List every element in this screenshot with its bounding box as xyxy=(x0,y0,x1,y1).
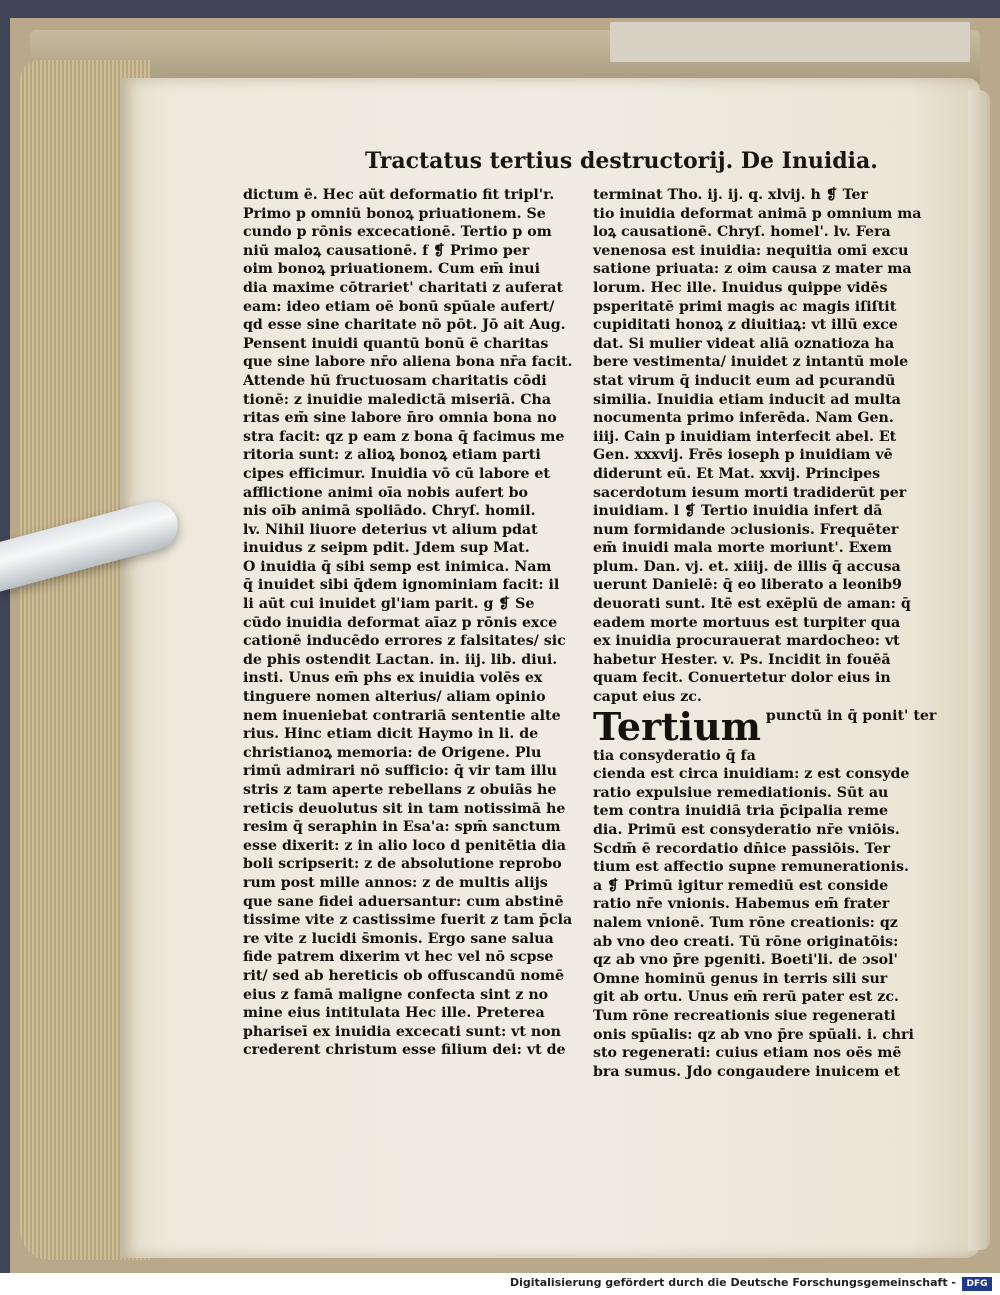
text-line: insti. Unus em̄ phs ex inuidia volēs ex xyxy=(243,670,543,687)
text-line: li aūt cui inuidet gl'iam parit. g ❡ Se xyxy=(243,596,535,613)
text-line: a ❡ Primū igitur remediū est conside xyxy=(593,877,889,894)
text-line: onis spūalis: qz ab vno p̄re spūali. i. chri xyxy=(593,1026,914,1043)
text-line: sto regenerati: cuius etiam nos oēs mē xyxy=(593,1045,902,1062)
text-line: em̄ inuidi mala morte moriunt'. Exem xyxy=(593,540,892,557)
text-line: cienda est circa inuidiam: z est consyde xyxy=(593,766,910,783)
section-heading-tertium xyxy=(593,703,937,749)
running-header xyxy=(365,148,878,182)
text-line: qd esse sine charitate nō pōt. Jō ait Aug. xyxy=(243,317,566,334)
text-line: bere vestimenta/ inuidet z intantū mole xyxy=(593,354,909,371)
text-line: cipes efficimur. Inuidia vō cū labore et xyxy=(243,465,550,482)
text-line: psperitatē primi magis ac magis iſiſtit xyxy=(593,298,897,315)
text-line: Attende hū fructuosam charitatis cōdi xyxy=(243,372,547,389)
text-line: tem contra inuidiā tria p̄cipalia reme xyxy=(593,803,889,820)
text-line: cupiditati honoꝝ z diuitiaꝝ: vt illū exce xyxy=(593,317,898,334)
text-line: de phis ostendit Lactan. in. iij. lib. diui. xyxy=(243,651,558,668)
text-line: ratio expulsiue remediationis. Sūt au xyxy=(593,784,889,801)
left-text-column xyxy=(243,186,573,1060)
text-line: similia. Inuidia etiam inducit ad multa xyxy=(593,391,901,408)
text-line: rit/ sed ab hereticis ob offuscandū nomē xyxy=(243,967,565,984)
text-line: cūdo inuidia deformat aīaz p rōnis exce xyxy=(243,614,558,631)
text-line: rius. Hinc etiam dicit Haymo in li. de xyxy=(243,726,539,743)
text-line: q̄ inuidet sibi q̄dem ignominiam facit: il xyxy=(243,577,560,594)
page-right-edge xyxy=(968,90,990,1250)
text-line: re vite z lucidi s̄monis. Ergo sane salua xyxy=(243,930,554,947)
text-line: ex inuidia procurauerat mardocheo: vt xyxy=(593,633,900,650)
text-line: Primo p omniū bonoꝝ priuationem. Se xyxy=(243,205,546,222)
text-line: lorum. Hec ille. Inuidus quippe vidēs xyxy=(593,279,888,296)
text-line: esse dixerit: z in alio loco d penitētia dia xyxy=(243,837,566,854)
text-line: eius z famā maligne confecta sint z no xyxy=(243,986,549,1003)
text-line: boli scripserit: z de absolutione reprobo xyxy=(243,856,562,873)
text-line: stra facit: qz p eam z bona q̄ facimus me xyxy=(243,428,565,445)
text-line: christianoꝝ memoria: de Origene. Plu xyxy=(243,744,542,761)
paper-slip xyxy=(610,22,970,62)
text-line: habetur Hester. v. Ps. Incidit in fouēā xyxy=(593,651,891,668)
text-line: crederent christum esse filium dei: vt de xyxy=(243,1042,566,1059)
text-line: que sine labore nr̄o aliena bona nr̄a facit. xyxy=(243,354,573,371)
text-line: venenosa est inuidia: nequitia omī excu xyxy=(593,242,909,259)
text-line: que sane fidei aduersantur: cum abstinē xyxy=(243,893,564,910)
text-line: dia maxime cōtrariet' charitati z auferat xyxy=(243,279,564,296)
text-line: eadem morte mortuus est turpiter qua xyxy=(593,614,901,631)
text-line: qz ab vno p̄re pgeniti. Boeti'li. de ɔsol' xyxy=(593,952,898,969)
running-header-title: Tractatus tertius destructorij. De Inuidia. xyxy=(365,148,878,174)
text-line: nalem vnionē. Tum rōne creationis: qz xyxy=(593,914,898,931)
text-line: sacerdotum iesum morti tradiderūt per xyxy=(593,484,907,501)
text-line: tio inuidia deformat animā p omnium ma xyxy=(593,205,922,222)
text-line: Tum rōne recreationis siue regenerati xyxy=(593,1007,896,1024)
text-line: phariseī ex inuidia excecati sunt: vt non xyxy=(243,1023,561,1040)
text-line: eam: ideo etiam oē bonū spūale aufert/ xyxy=(243,298,555,315)
text-line: rum post mille annos: z de multis alijs xyxy=(243,874,548,891)
text-line: iiij. Cain p inuidiam interfecit abel. Et xyxy=(593,428,897,445)
text-line: ritoria sunt: z alioꝝ bonoꝝ etiam parti xyxy=(243,447,541,464)
text-line: tium est affectio supne remunerationis. xyxy=(593,859,909,876)
funding-notice: Digitalisierung gefördert durch die Deutsche Forschungsgemeinschaft - xyxy=(509,1276,956,1289)
text-line: inuidus z seipm pdit. Jdem sup Mat. xyxy=(243,540,530,557)
text-line: tissime vite z castissime fuerit z tam p̄cla xyxy=(243,912,573,929)
text-line: tionē: z inuidie maledictā miseriā. Cha xyxy=(243,391,552,408)
text-line: diderunt eū. Et Mat. xxvij. Principes xyxy=(593,465,881,482)
text-line: rimū admirari nō sufficio: q̄ vir tam illu xyxy=(243,763,557,780)
text-line: ab vno deo creati. Tū rōne originatōis: xyxy=(593,933,899,950)
dfg-logo-icon: DFG xyxy=(962,1277,992,1291)
text-line: nem inueniebat contrariā sententie alte xyxy=(243,707,561,724)
text-line: deuorati sunt. Itē est exēplū de aman: q̄ xyxy=(593,596,911,613)
text-line: resim q̄ seraphin in Esa'a: spm̄ sanctum xyxy=(243,819,561,836)
text-line: reticis deuolutus sit in tam notissimā he xyxy=(243,800,566,817)
right-column-bottom-text xyxy=(593,747,913,1082)
text-line: dat. Si mulier videat aliā oznatioza ha xyxy=(593,335,895,352)
text-line: tinguere nomen alterius/ aliam opinio xyxy=(243,689,546,706)
text-line: mine eius intitulata Hec ille. Preterea xyxy=(243,1005,545,1022)
text-line: nis oīb animā spoliādo. Chryſ. homil. xyxy=(243,503,536,520)
text-line: nocumenta primo inferēda. Nam Gen. xyxy=(593,410,894,427)
text-line: plum. Dan. vj. et. xiiij. de illis q̄ accusa xyxy=(593,558,901,575)
initial-line-rest: punctū in q̄ ponit' ter xyxy=(765,707,937,724)
text-line: tia consyderatio q̄ fa xyxy=(593,747,756,764)
text-line: oim bonoꝝ priuationem. Cum em̄ inui xyxy=(243,261,540,278)
right-text-column xyxy=(593,186,937,1081)
text-line: dictum ē. Hec aūt deformatio fit tripl'r. xyxy=(243,187,555,203)
text-line: ratio nr̄e vnionis. Habemus em̄ frater xyxy=(593,896,890,913)
text-line: inuidiam. l ❡ Tertio inuidia infert dā xyxy=(593,503,883,520)
text-line: fide patrem dixerim vt hec vel nō scpse xyxy=(243,949,554,966)
text-line: niū maloꝝ causationē. f ❡ Primo per xyxy=(243,242,530,259)
text-line: stris z tam aperte rebellans z obuiās he xyxy=(243,782,557,798)
text-line: cundo p rōnis excecationē. Tertio p om xyxy=(243,224,552,241)
decorated-initial-word: Tertium xyxy=(593,703,761,749)
text-line: bra sumus. Jdo congaudere inuicem et xyxy=(593,1063,900,1080)
text-line: dia. Primū est consyderatio nr̄e vniōis. xyxy=(593,822,900,838)
text-line: uerunt Danielē: q̄ eo liberato a leonib9 xyxy=(593,577,902,594)
text-line: afflictione animi oīa nobis aufert bo xyxy=(243,484,528,501)
text-line: Pensent inuidi quantū bonū ē charitas xyxy=(243,335,549,352)
text-line: stat virum q̄ inducit eum ad pcurandū xyxy=(593,372,896,389)
text-line: git ab ortu. Unus em̄ rerū pater est zc. xyxy=(593,989,899,1006)
text-line: satione priuata: z oim causa z mater ma xyxy=(593,261,912,278)
text-line: loꝝ causationē. Chryſ. homel'. lv. Fera xyxy=(593,224,891,241)
text-line: lv. Nihil liuore deterius vt alium pdat xyxy=(243,521,538,538)
text-line: caput eius zc. xyxy=(593,689,702,706)
text-line: Scdm̄ ē recordatio dn̄ice passiōis. Ter xyxy=(593,840,891,857)
text-line: ritas em̄ sine labore n̄ro omnia bona no xyxy=(243,410,557,427)
text-line: terminat Tho. ij. ij. q. xlvij. h ❡ Ter xyxy=(593,187,869,203)
text-line: num formidande ɔclusionis. Frequēter xyxy=(593,521,899,538)
text-line: Omne hominū genus in terris sili sur xyxy=(593,970,888,987)
text-line: O inuidia q̄ sibi semp est inimica. Nam xyxy=(243,558,552,575)
text-line: quam fecit. Conuertetur dolor eius in xyxy=(593,670,891,687)
footer-bar xyxy=(0,1273,1000,1295)
right-column-top-text xyxy=(593,186,922,707)
text-line: cationē inducēdo errores z falsitates/ sic xyxy=(243,633,566,650)
text-line: Gen. xxxvij. Frēs ioseph p inuidiam vē xyxy=(593,447,893,464)
